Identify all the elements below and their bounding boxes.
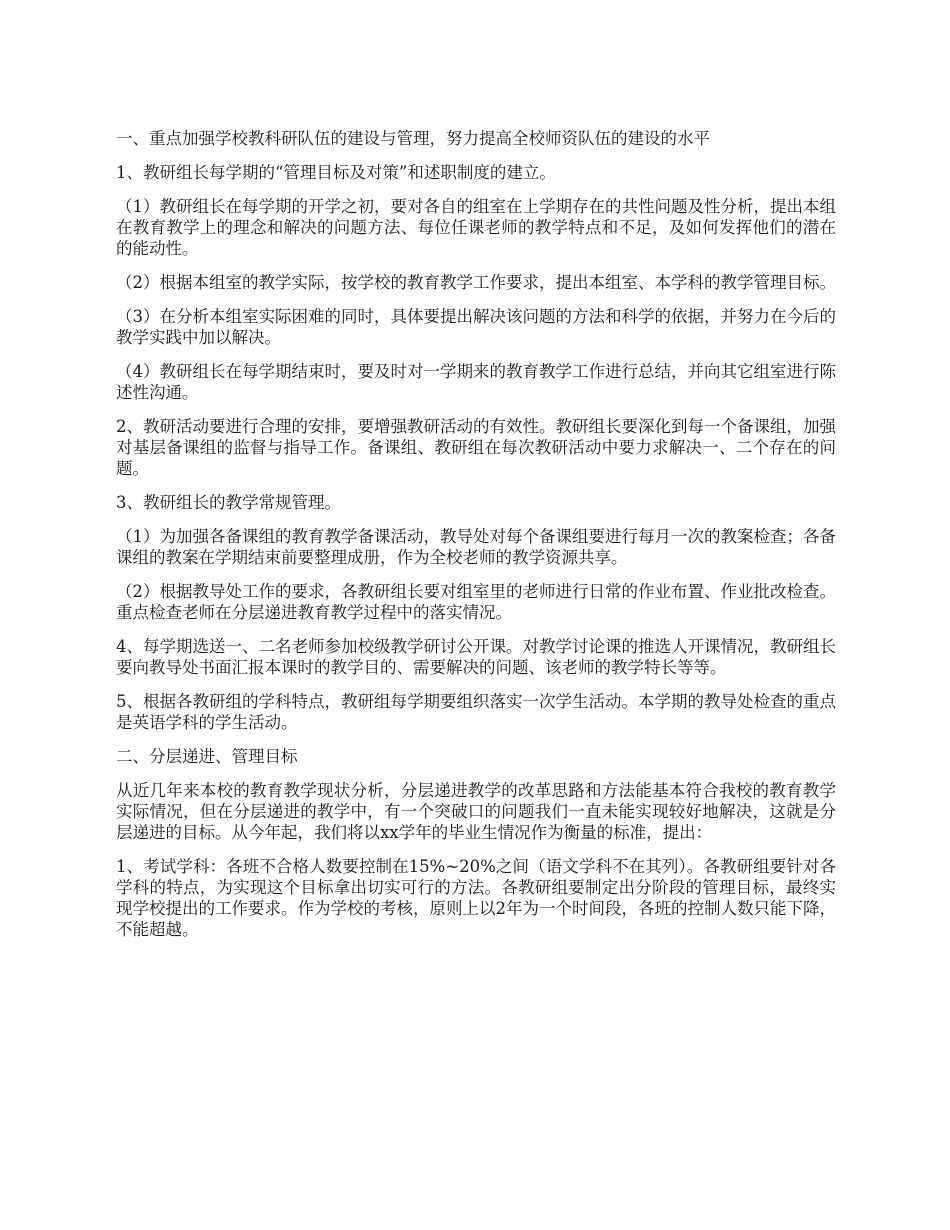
paragraph: 3、教研组长的教学常规管理。 [116, 493, 341, 512]
paragraph: 1、教研组长每学期的“管理目标及对策”和述职制度的建立。 [116, 163, 556, 182]
paragraph: （3）在分析本组室实际困难的同时，具体要提出解决该问题的方法和科学的依据，并努力在今后的教学实践中加以解决。 [116, 307, 836, 347]
document-body [116, 128, 836, 953]
paragraph: （2）根据教导处工作的要求，各教研组长要对组室里的老师进行日常的作业布置、作业批改检查。重点检查老师在分层递进教育教学过程中的落实情况。 [116, 582, 836, 622]
paragraph: （4）教研组长在每学期结束时，要及时对一学期来的教育教学工作进行总结，并向其它组室进行陈述性沟通。 [116, 362, 836, 402]
paragraph: 2、教研活动要进行合理的安排，要增强教研活动的有效性。教研组长要深化到每一个备课组，加强对基层备课组的监督与指导工作。备课组、教研组在每次教研活动中要力求解决一、二个存在的问题。 [116, 417, 836, 478]
paragraph: 从近几年来本校的教育教学现状分析，分层递进教学的改革思路和方法能基本符合我校的教育教学实际情况，但在分层递进的教学中，有一个突破口的问题我们一直未能实现较好地解决，这就是分层递进的目标。从今年起，我们将以xx学年的毕业生情况作为衡量的标准，提出： [116, 781, 836, 842]
paragraph: （2）根据本组室的教学实际，按学校的教育教学工作要求，提出本组室、本学科的教学管理目标。 [116, 273, 836, 292]
paragraph: 4、每学期选送一、二名老师参加校级教学研讨公开课。对教学讨论课的推选人开课情况，教研组长要向教导处书面汇报本课时的教学目的、需要解决的问题、该老师的教学特长等等。 [116, 637, 836, 677]
paragraph: 5、根据各教研组的学科特点，教研组每学期要组织落实一次学生活动。本学期的教导处检查的重点是英语学科的学生活动。 [116, 692, 836, 732]
section-heading-2: 二、分层递进、管理目标 [116, 747, 298, 766]
paragraph: （1）教研组长在每学期的开学之初，要对各自的组室在上学期存在的共性问题及性分析，提出本组在教育教学上的理念和解决的问题方法、每位任课老师的教学特点和不足，及如何发挥他们的潜在的能动性。 [116, 197, 836, 258]
section-heading-1: 一、重点加强学校教科研队伍的建设与管理，努力提高全校师资队伍的建设的水平 [116, 129, 710, 148]
paragraph: 1、考试学科：各班不合格人数要控制在15%~20%之间（语文学科不在其列）。各教研组要针对各学科的特点，为实现这个目标拿出切实可行的方法。各教研组要制定出分阶段的管理目标，最终实现学校提出的工作要求。作为学校的考核，原则上以2年为一个时间段，各班的控制人数只能下降，不能超越。 [116, 857, 836, 939]
paragraph: （1）为加强各备课组的教育教学备课活动，教导处对每个备课组要进行每月一次的教案检查；各备课组的教案在学期结束前要整理成册，作为全校老师的教学资源共享。 [116, 527, 836, 567]
